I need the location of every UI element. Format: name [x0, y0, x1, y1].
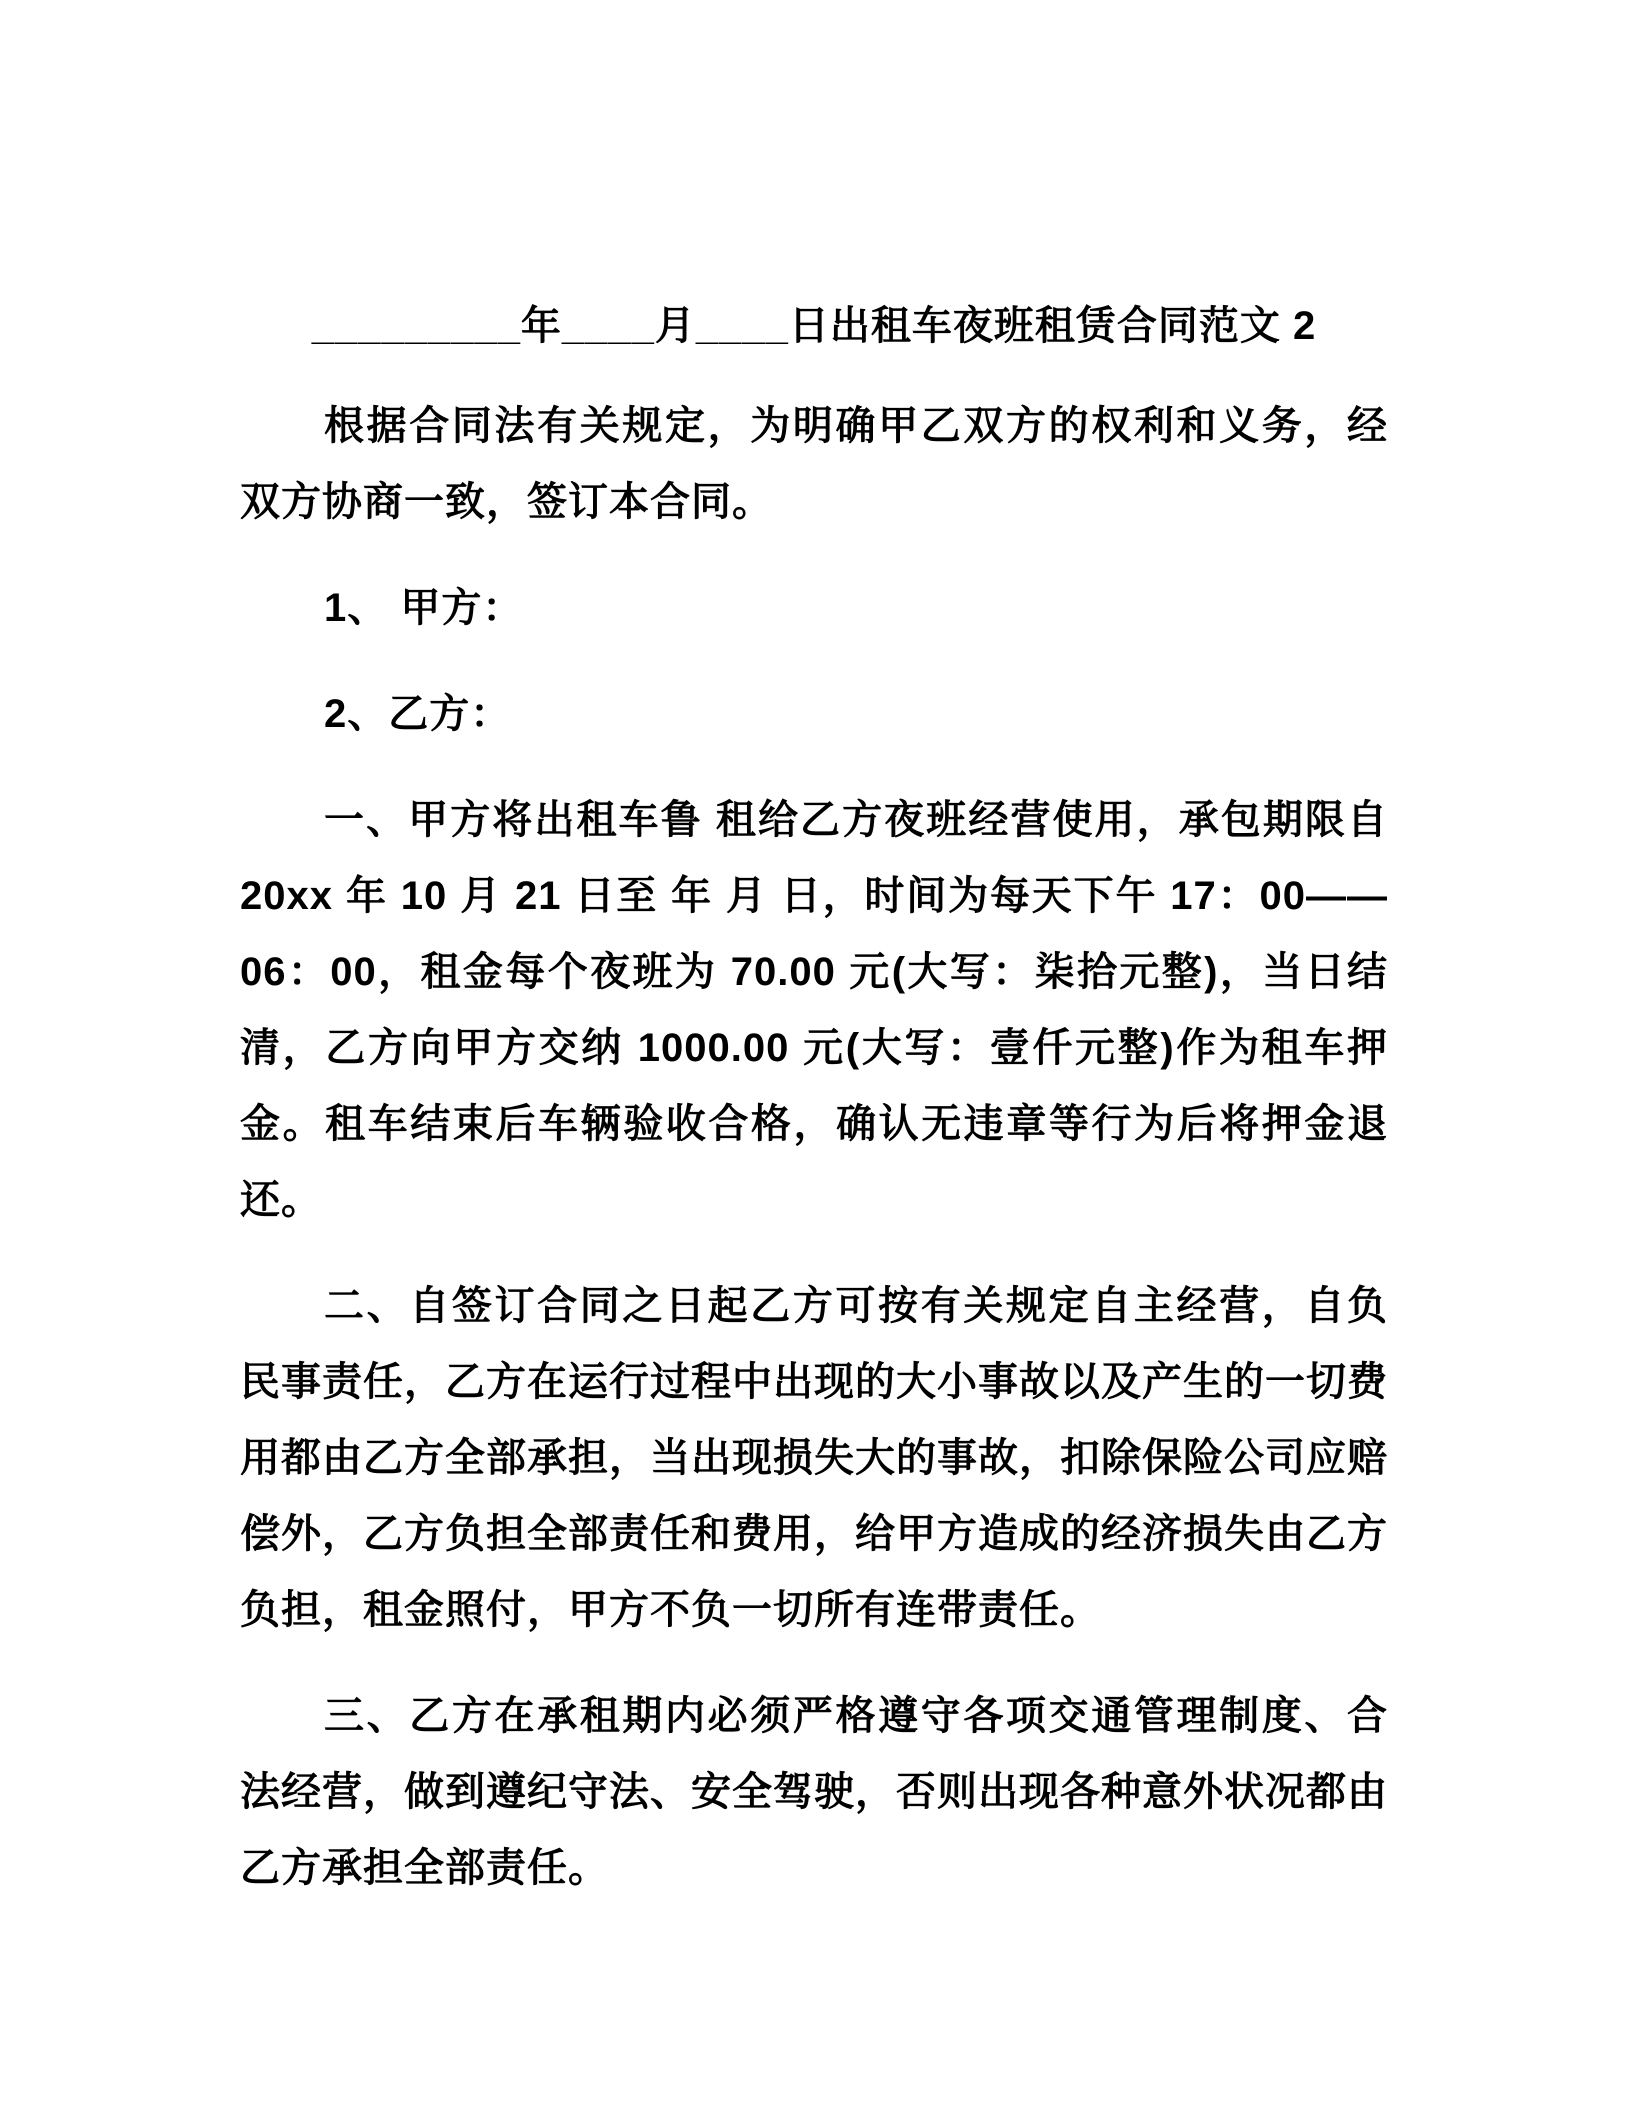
paragraph-party-b: 2、乙方：: [324, 692, 512, 736]
paragraph-party-a: 1、 甲方：: [324, 586, 524, 630]
paragraph-clause-2: 二、自签订合同之日起乙方可按有关规定自主经营，自负民事责任，乙方在运行过程中出现的大小事故以及产生的一切费用都由乙方全部承担，当出现损失大的事故，扣除保险公司应赔偿外，乙方负担全部责任和费用，给甲方造成的经济损失由乙方负担，租金照付，甲方不负一切所有连带责任。: [240, 1284, 1388, 1632]
paragraph-clause-3: 三、乙方在承租期内必须严格遵守各项交通管理制度、合法经营，做到遵纪守法、安全驾驶，否则出现各种意外状况都由乙方承担全部责任。: [240, 1694, 1388, 1890]
paragraph-clause-1: 一、甲方将出租车鲁 租给乙方夜班经营使用，承包期限自 20xx 年 10 月 21 日至 年 月 日，时间为每天下午 17：00——06：00，租金每个夜班为 70.00 元(大写：柒拾元整)，当日结清，乙方向甲方交纳 1000.00 元(大写：壹仟元整)作为租车押金。租车结束后车辆验收合格，确认无违章等行为后将押金退还。: [240, 798, 1388, 1222]
paragraph-intro: 根据合同法有关规定，为明确甲乙双方的权利和义务，经双方协商一致，签订本合同。: [240, 404, 1388, 524]
document-title: _________年____月____日出租车夜班租赁合同范文 2: [311, 304, 1317, 348]
